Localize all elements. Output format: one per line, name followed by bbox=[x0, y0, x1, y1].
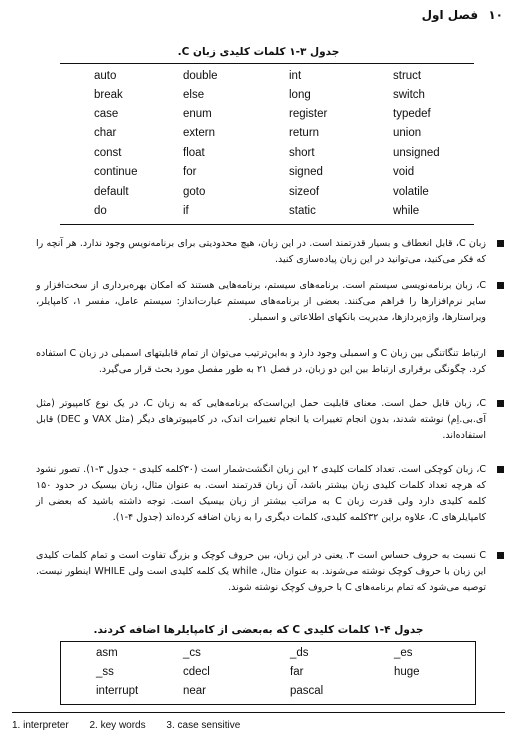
paragraph bbox=[36, 462, 486, 526]
keyword-cell: float bbox=[183, 147, 205, 159]
keyword-cell: extern bbox=[183, 127, 215, 139]
paragraph bbox=[36, 548, 486, 596]
bullet-square bbox=[497, 552, 504, 559]
paragraph-text: ارتباط تنگاتنگی بین زبان C و اسمبلی وجود دارد و به‌این‌ترتیب می‌توان از تمام قابلیتهای اسمبلی در زبان C استفاده کرد. چگونگی برقراری ارتباط بین این دو زبان، در فصل ۲۱ به طور مفصل مورد بحث قرار می‌گیرد. bbox=[36, 348, 486, 375]
keyword-cell: unsigned bbox=[393, 147, 440, 159]
footnotes bbox=[12, 720, 258, 731]
keyword-cell: signed bbox=[289, 166, 323, 178]
keyword-cell: break bbox=[94, 89, 123, 101]
chapter-title: فصل اول bbox=[421, 8, 479, 22]
keyword-cell: interrupt bbox=[96, 685, 139, 697]
paragraph-text: C، زبان برنامه‌نویسی سیستم است. برنامه‌های سیستم، برنامه‌هایی هستند که امکان بهره‌برداری از سخت‌افزار و سایر نرم‌افزارها را فراهم می‌کنند. بعضی از برنامه‌های سیستم عبارت‌انداز: سیستم عامل، مفسر ۱، کامپایلر، ویراستارها، واژه‌پردازها، مدیریت بانکهای اطلاعاتی و اسمبلر. bbox=[36, 280, 486, 323]
keyword-cell: return bbox=[289, 127, 320, 139]
bullet-square bbox=[497, 240, 504, 247]
keyword-cell: int bbox=[289, 70, 302, 82]
keyword-cell: if bbox=[183, 205, 189, 217]
keyword-cell: cdecl bbox=[183, 666, 210, 678]
keyword-cell: for bbox=[183, 166, 197, 178]
keyword-cell: register bbox=[289, 108, 328, 120]
bullet-square bbox=[497, 282, 504, 289]
page-header bbox=[422, 8, 503, 22]
paragraph-text: C نسبت به حروف حساس است ۳. یعنی در این زبان، بین حروف کوچک و بزرگ تفاوت است و تمام کلمات کلیدی این زبان با حروف کوچک نوشته می‌شوند. به عنوان مثال، while یک کلمه کلیدی است ولی WHILE اینطور نیست. توصیه می‌شود که تمام برنامه‌های C با حروف کوچک نوشته شوند. bbox=[36, 550, 486, 593]
keyword-cell: void bbox=[393, 166, 415, 178]
bullet-square bbox=[497, 400, 504, 407]
keyword-cell: far bbox=[290, 666, 304, 678]
table1-bottom-rule bbox=[60, 224, 474, 225]
keyword-cell: union bbox=[393, 127, 422, 139]
footnote: 1. interpreter bbox=[12, 720, 69, 731]
keyword-cell: const bbox=[94, 147, 122, 159]
table1-caption: جدول ۳-۱ کلمات کلیدی زبان C. bbox=[177, 46, 340, 58]
footnote: 2. key words bbox=[89, 720, 146, 731]
paragraph-text: زبان C، قابل انعطاف و بسیار قدرتمند است. در این زبان، هیچ محدودیتی برای برنامه‌نویس وجود ندارد. هر آنچه را که فکر می‌کنید، می‌توانید در این زبان پیاده‌سازی کنید. bbox=[36, 238, 486, 265]
keyword-cell: double bbox=[183, 70, 218, 82]
keyword-cell: do bbox=[94, 205, 107, 217]
keyword-cell: _es bbox=[394, 647, 413, 659]
table1-top-rule bbox=[60, 63, 474, 64]
paragraph-text: C، زبان قابل حمل است. معنای قابلیت حمل این‌است‌که برنامه‌هایی که به زبان C، در یک نوع کامپیوتر (مثل آی.بی.اِم) نوشته شدند، بدون انجام تغییرات یا انجام تغییرات اندک، در کامپیوترهای دیگر (مثل VAX و DEC) قابل استفاده‌اند. bbox=[36, 398, 486, 441]
paragraph bbox=[36, 396, 486, 444]
paragraph bbox=[36, 278, 486, 326]
keyword-cell: struct bbox=[393, 70, 422, 82]
keyword-cell: auto bbox=[94, 70, 117, 82]
keyword-cell: enum bbox=[183, 108, 212, 120]
keyword-cell: asm bbox=[96, 647, 118, 659]
keyword-cell: switch bbox=[393, 89, 425, 101]
keyword-cell: while bbox=[393, 205, 420, 217]
paragraph bbox=[36, 236, 486, 268]
keyword-cell: _ss bbox=[96, 666, 114, 678]
footnote-rule bbox=[12, 712, 505, 713]
keyword-cell: typedef bbox=[393, 108, 431, 120]
keyword-cell: short bbox=[289, 147, 315, 159]
paragraph bbox=[36, 346, 486, 378]
keyword-cell: long bbox=[289, 89, 311, 101]
bullet-square bbox=[497, 350, 504, 357]
keyword-cell: huge bbox=[394, 666, 420, 678]
paragraph-text: C، زبان کوچکی است. تعداد کلمات کلیدی ۲ این زبان انگشت‌شمار است (۳۰کلمه کلیدی - جدول ۳-۱). تصور نشود که هرچه تعداد کلمات کلیدی زبان بیشتر باشد، آن زبان قدرتمند است. به عنوان مثال، زبان بیسیک در حدود ۱۵۰ کلمه کلیدی دارد ولی قدرت زبان C به مراتب بیشتر از زبان بیسیک است. توجه داشته باشید که بعضی از کامپایلرهای C، علاوه براین ۳۲کلمه کلیدی، کلمات دیگری را به زبان اضافه کرده‌اند (جدول ۴-۱). bbox=[36, 464, 486, 523]
keyword-cell: _ds bbox=[290, 647, 309, 659]
table2 bbox=[60, 641, 476, 705]
keyword-cell: else bbox=[183, 89, 205, 101]
keyword-cell: near bbox=[183, 685, 207, 697]
footnote: 3. case sensitive bbox=[166, 720, 241, 731]
keyword-cell: sizeof bbox=[289, 186, 320, 198]
keyword-cell: goto bbox=[183, 186, 206, 198]
table2-caption: جدول ۴-۱ کلمات کلیدی C که به‌بعضی از کامپایلرها اضافه کردند. bbox=[93, 624, 424, 636]
keyword-cell: static bbox=[289, 205, 316, 217]
keyword-cell: pascal bbox=[290, 685, 324, 697]
page-number: ۱۰ bbox=[488, 8, 503, 22]
bullet-square bbox=[497, 466, 504, 473]
keyword-cell: continue bbox=[94, 166, 138, 178]
keyword-cell: char bbox=[94, 127, 117, 139]
keyword-cell: default bbox=[94, 186, 129, 198]
keyword-cell: volatile bbox=[393, 186, 429, 198]
keyword-cell: _cs bbox=[183, 647, 201, 659]
keyword-cell: case bbox=[94, 108, 119, 120]
